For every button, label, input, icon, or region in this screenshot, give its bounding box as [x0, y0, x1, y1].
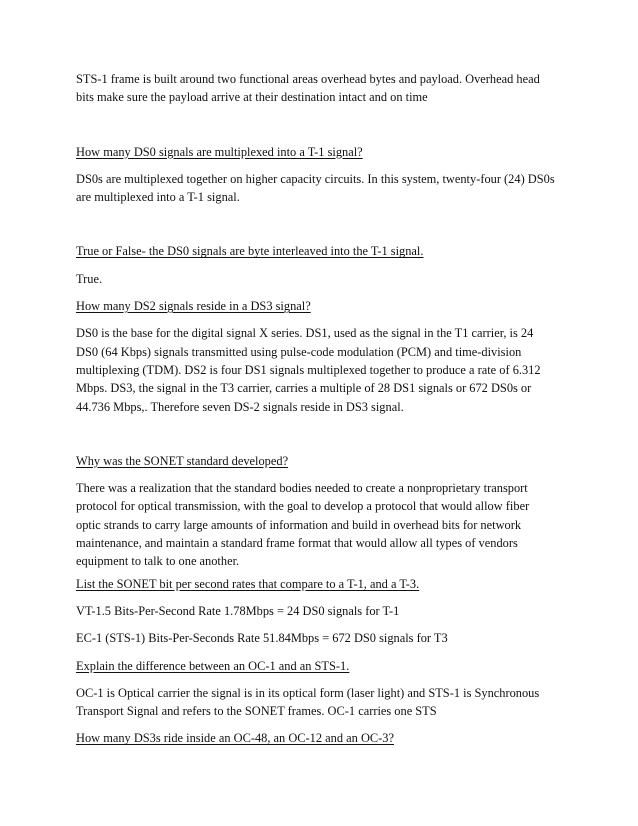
qa-block-3	[76, 297, 566, 416]
qa-block-6	[76, 657, 566, 721]
qa-block-7	[76, 729, 566, 747]
answer-4: There was a realization that the standard bodies needed to create a nonproprietary transport protocol for optical transmission, with the goal to develop a protocol that would allow fiber optic strands to carry large amounts of information and build in overhead bits for network maintenance, and maintain a standard frame format that would allow all types of vendors equipment to talk to one another.	[76, 481, 530, 569]
answer-1: DS0s are multiplexed together on higher capacity circuits. In this system, twenty-four (24) DS0s are multiplexed into a T-1 signal.	[76, 171, 555, 205]
answer-6: OC-1 is Optical carrier the signal is in its optical form (laser light) and STS-1 is Synchronous Transport Signal and refers to the SONET frames. OC-1 carries one STS	[76, 685, 540, 719]
qa-block-5	[76, 575, 566, 648]
question-4: Why was the SONET standard developed?	[76, 453, 289, 468]
question-2: True or False- the DS0 signals are byte interleaved into the T-1 signal.	[76, 244, 424, 259]
intro-paragraph	[76, 70, 566, 107]
question-1: How many DS0 signals are multiplexed into a T-1 signal?	[76, 144, 363, 159]
question-7: How many DS3s ride inside an OC-48, an OC-12 and an OC-3?	[76, 731, 394, 746]
qa-block-4	[76, 452, 566, 571]
question-5: List the SONET bit per second rates that compare to a T-1, and a T-3.	[76, 576, 420, 591]
qa-block-2	[76, 242, 566, 288]
answer-3: DS0 is the base for the digital signal X series. DS1, used as the signal in the T1 carrier, is 24 DS0 (64 Kbps) signals transmitted using pulse-code modulation (PCM) and time-division multiplexing (TDM). DS2 is four DS1 signals multiplexed together to produce a rate of 6.312 Mbps. DS3, the signal in the T3 carrier, carries a multiple of 28 DS1 signals or 672 DS0s or 44.736 Mbps,. Therefore seven DS-2 signals reside in DS3 signal.	[76, 326, 541, 414]
question-6: Explain the difference between an OC-1 and an STS-1.	[76, 658, 350, 673]
question-3: How many DS2 signals reside in a DS3 signal?	[76, 299, 311, 314]
intro-text: STS-1 frame is built around two functional areas overhead bytes and payload. Overhead head bits make sure the payload arrive at their destination intact and on time	[76, 72, 540, 105]
answer-2: True.	[76, 271, 103, 286]
qa-block-1	[76, 143, 566, 207]
answer-5-line-1: VT-1.5 Bits-Per-Second Rate 1.78Mbps = 24 DS0 signals for T-1	[76, 603, 400, 618]
answer-5-line-2: EC-1 (STS-1) Bits-Per-Seconds Rate 51.84Mbps = 672 DS0 signals for T3	[76, 631, 448, 646]
document-page	[76, 70, 566, 748]
